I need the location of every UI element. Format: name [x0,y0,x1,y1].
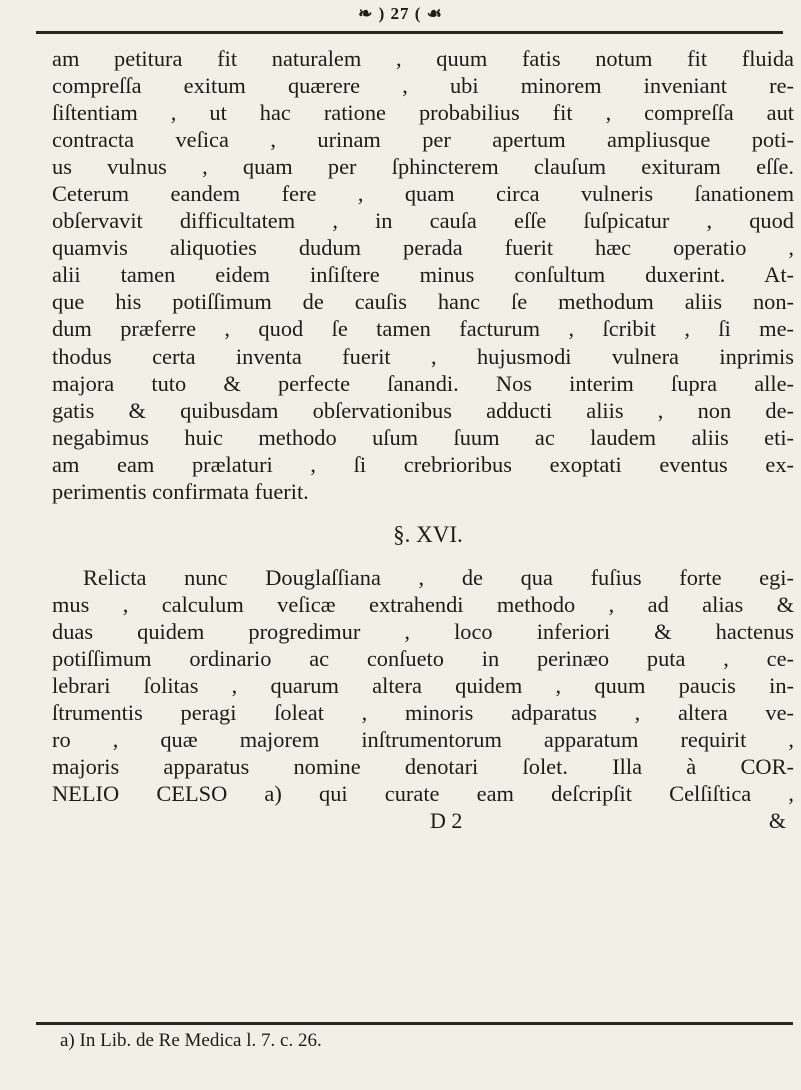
header-rule [36,31,783,34]
text-line: majora tuto & perfecte ſanandi. Nos interim ſupra alle- [52,370,794,396]
text-line: thodus certa inventa fuerit , hujusmodi vulnera inprimis [52,343,794,369]
text-line: am petitura fit naturalem , quum fatis notum fit fluida [52,46,794,71]
text-line: compreſſa exitum quærere , ubi minorem inveniant re- [52,73,794,99]
text-line: obſervavit difficultatem , in cauſa eſſe ſuſpicatur , quod [52,208,794,234]
text-line: majoris apparatus nomine denotari ſolet. Illa à COR- [52,754,794,780]
text-line: ſtrumentis peragi ſoleat , minoris adparatus , altera ve- [52,700,794,726]
text-line: lebrari ſolitas , quarum altera quidem , quum paucis in- [52,672,794,698]
footnote: a) In Lib. de Re Medica l. 7. c. 26. [60,1030,322,1051]
section-heading: §. XVI. [393,521,463,547]
text-line: ro , quæ majorem inſtrumentorum apparatum requirit , [52,727,794,753]
text-line: alii tamen eidem inſiſtere minus conſultum duxerint. At- [52,262,794,288]
text-line: que his potiſſimum de cauſis hanc ſe methodum aliis non- [52,289,794,315]
text-line: mus , calculum veſicæ extrahendi methodo , ad alias & [52,591,794,617]
paragraph-1 [52,45,794,505]
text-line: quamvis aliquoties dudum perada fuerit hæc operatio , [52,235,794,261]
page-header: ❧ ) 27 ( ☙ [358,4,443,23]
text-line: contracta veſica , urinam per apertum ampliusque poti- [52,127,794,153]
text-line: gatis & quibusdam obſervationibus adducti aliis , non de- [52,397,794,423]
footnote-rule [36,1022,793,1025]
catchword: & [768,808,786,834]
text-line: potiſſimum ordinario ac conſueto in perinæo puta , ce- [52,645,794,671]
text-line: negabimus huic methodo uſum ſuum ac laudem aliis eti- [52,424,794,450]
text-line: Ceterum eandem fere , quam circa vulneris ſanationem [52,181,794,207]
text-line: dum præferre , quod ſe tamen facturum , ſcribit , ſi me- [52,316,794,342]
text-line: ſiſtentiam , ut hac ratione probabilius fit , compreſſa aut [52,100,794,126]
text-line: duas quidem progredimur , loco inferiori & hactenus [52,618,794,644]
text-line: NELIO CELSO a) qui curate eam deſcripſit Celſiſtica , [52,781,794,807]
body-text [52,45,794,834]
signature-row [52,807,794,834]
text-line: perimentis confirmata fuerit. [52,478,309,504]
paragraph-2 [52,564,794,807]
text-line: am eam prælaturi , ſi crebrioribus exoptati eventus ex- [52,451,794,477]
text-line: Relicta nunc Douglaſſiana , de qua fuſius forte egi- [83,564,794,590]
signature-mark: D 2 [430,808,463,834]
text-line: us vulnus , quam per ſphincterem clauſum exituram eſſe. [52,154,794,180]
